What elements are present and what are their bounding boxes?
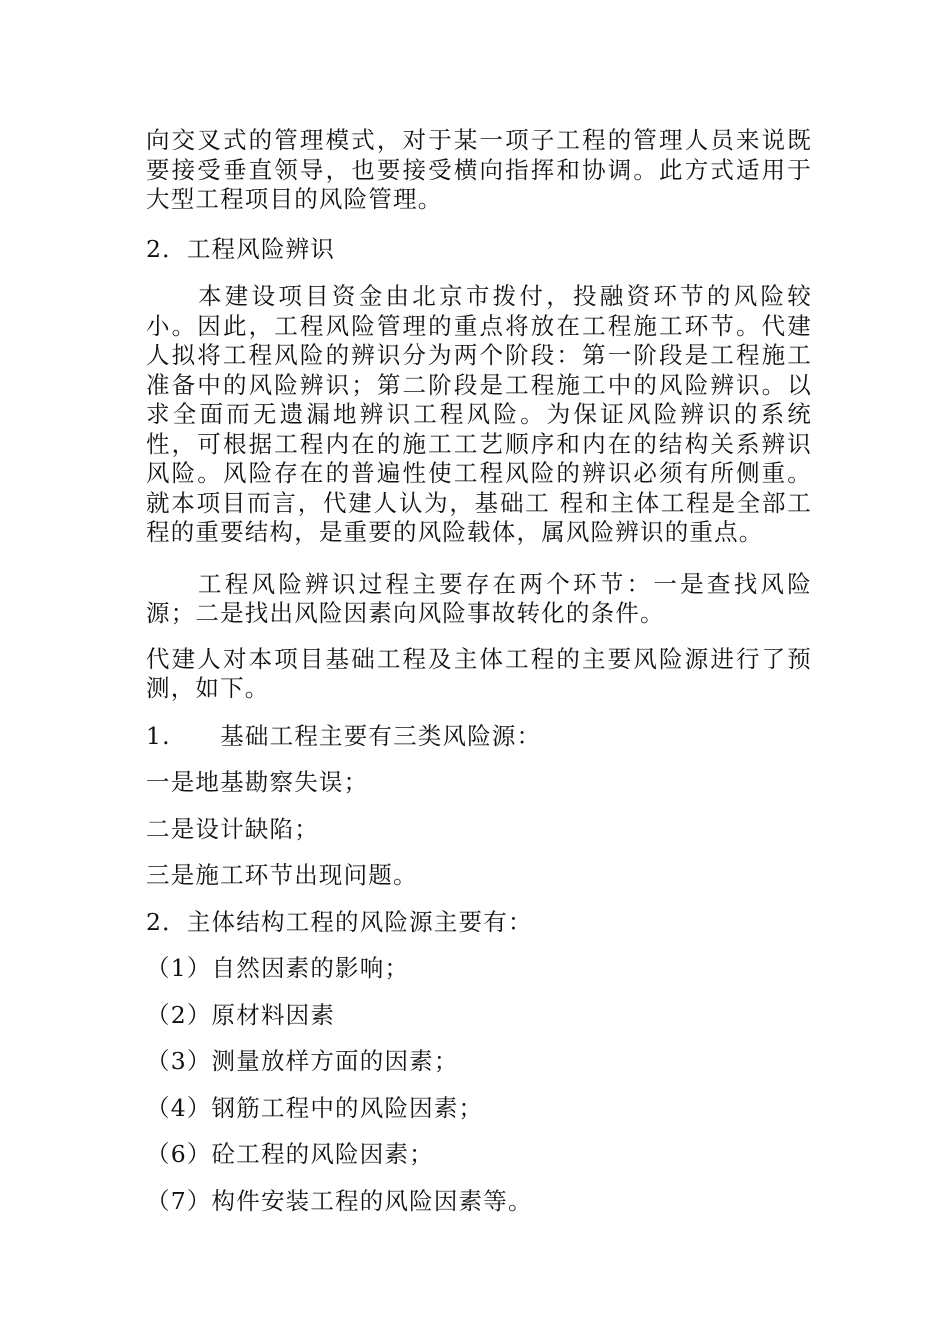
paragraph-risk-identification: 本建设项目资金由北京市拨付，投融资环节的风险较小。因此，工程风险管理的重点将放在工程施工环节。代建人拟将工程风险的辨识分为两个阶段：第一阶段是工程施工准备中的风险辨识；第二阶段是工程施工中的风险辨识。以求全面而无遗漏地辨识工程风险。为保证风险辨识的系统性，可根据工程内在的施工工艺顺序和内在的结构关系辨识风险。风险存在的普遍性使工程风险的辨识必须有所侧重。就本项目而言，代建人认为，基础工 程和主体工程是全部工程的重要结构，是重要的风险载体，属风险辨识的重点。 — [146, 282, 812, 546]
list-item: （3）测量放样方面的因素； — [146, 1047, 459, 1075]
list-heading-main-structure: 2．主体结构工程的风险源主要有： — [146, 907, 533, 936]
list-item: （7）构件安装工程的风险因素等。 — [146, 1186, 533, 1215]
paragraph-identification-process: 工程风险辨识过程主要存在两个环节：一是查找风险源；二是找出风险因素向风险事故转化的条件。 — [146, 569, 812, 627]
section-heading-risk-identification: 2．工程风险辨识 — [146, 234, 336, 263]
list-item: （2）原材料因素 — [146, 1000, 336, 1029]
paragraph-intro: 向交叉式的管理模式，对于某一项子工程的管理人员来说既要接受垂直领导，也要接受横向指挥和协调。此方式适用于大型工程项目的风险管理。 — [146, 126, 812, 213]
list-item: 一是地基勘察失误； — [146, 768, 369, 796]
paragraph-prediction: 代建人对本项目基础工程及主体工程的主要风险源进行了预测，如下。 — [146, 644, 812, 702]
list-heading-foundation: 1. 基础工程主要有三类风险源： — [146, 721, 542, 750]
list-item: （4）钢筋工程中的风险因素； — [146, 1093, 484, 1122]
list-item: （1）自然因素的影响； — [146, 954, 410, 982]
list-item: 二是设计缺陷； — [146, 814, 319, 843]
list-item: 三是施工环节出现问题。 — [146, 861, 418, 889]
document-page — [146, 118, 812, 1216]
list-item: （6）砼工程的风险因素； — [146, 1140, 434, 1168]
